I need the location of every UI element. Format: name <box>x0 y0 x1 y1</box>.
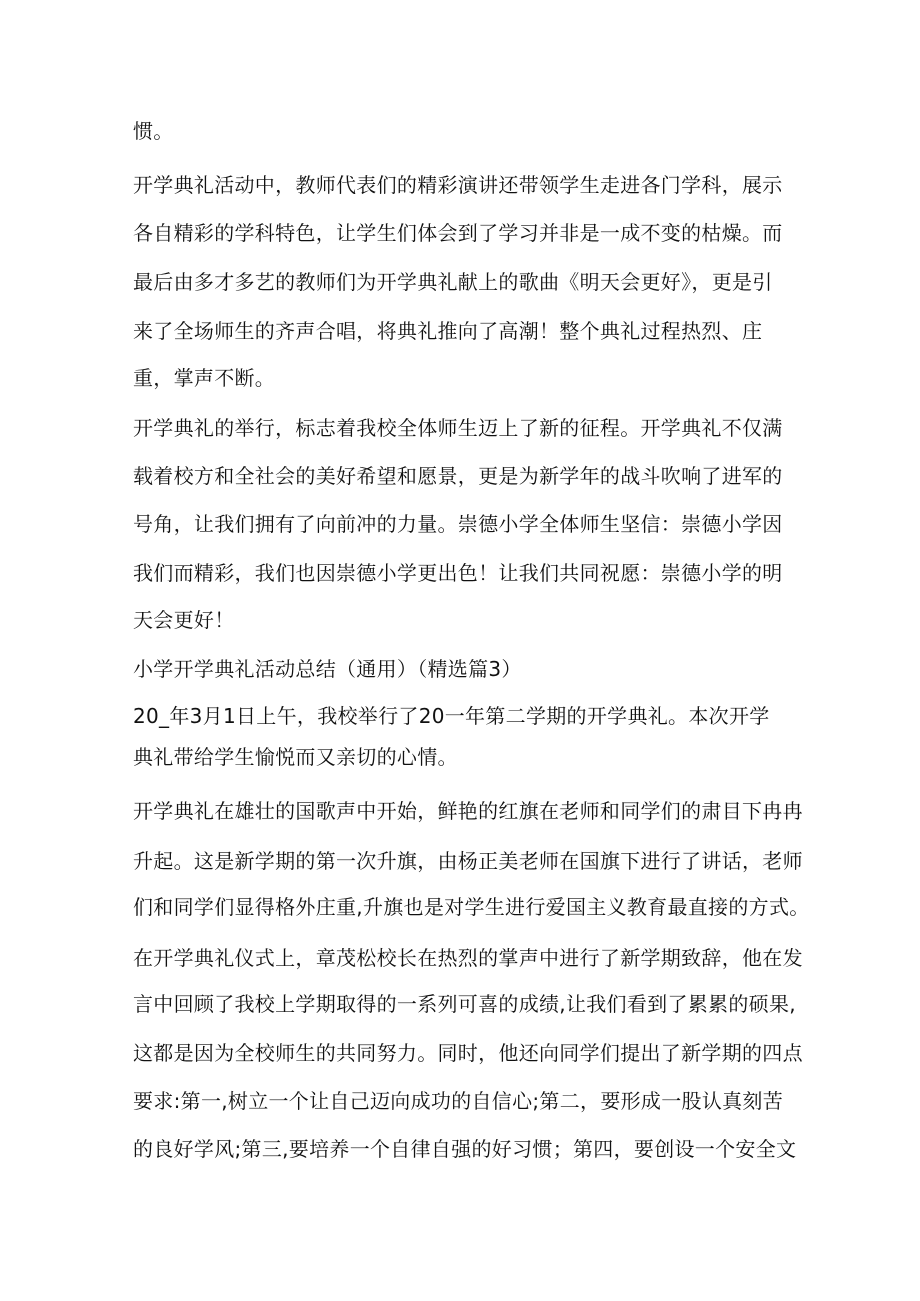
text-line-18: 在开学典礼仪式上，章茂松校长在热烈的掌声中进行了新学期致辞，他在发 <box>133 946 803 970</box>
text-line-6: 重，掌声不断。 <box>133 366 276 390</box>
text-line-13: 20_年3月1日上午，我校举行了20一年第二学期的开学典礼。本次开学 <box>133 704 770 728</box>
section-heading: 小学开学典礼活动总结（通用）（精选篇3） <box>133 657 522 681</box>
text-line-3: 各自精彩的学科特色，让学生们体会到了学习并非是一成不变的枯燥。而 <box>133 221 783 245</box>
text-line-8: 载着校方和全社会的美好希望和愿景，更是为新学年的战斗吹响了进军的 <box>133 464 783 488</box>
text-line-20: 这都是因为全校师生的共同努力。同时，他还向同学们提出了新学期的四点 <box>133 1041 803 1065</box>
text-line-19: 言中回顾了我校上学期取得的一系列可喜的成绩,让我们看到了累累的硕果, <box>133 992 796 1016</box>
text-line-11: 天会更好！ <box>133 608 235 632</box>
text-line-14: 典礼带给学生愉悦而又亲切的心情。 <box>133 745 458 769</box>
text-line-17: 们和同学们显得格外庄重,升旗也是对学生进行爱国主义教育最直接的方式。 <box>133 895 810 919</box>
text-line-5: 来了全场师生的齐声合唱，将典礼推向了高潮！整个典礼过程热烈、庄 <box>133 319 763 343</box>
text-line-22: 的良好学风;第三,要培养一个自律自强的好习惯；第四，要创设一个安全文 <box>133 1137 797 1161</box>
text-line-10: 我们而精彩，我们也因崇德小学更出色！让我们共同祝愿：崇德小学的明 <box>133 561 783 585</box>
text-line-9: 号角，让我们拥有了向前冲的力量。崇德小学全体师生坚信：崇德小学因 <box>133 512 783 536</box>
text-line-2: 开学典礼活动中，教师代表们的精彩演讲还带领学生走进各门学科，展示 <box>133 173 783 197</box>
text-line-7: 开学典礼的举行，标志着我校全体师生迈上了新的征程。开学典礼不仅满 <box>133 416 783 440</box>
text-line-16: 升起。这是新学期的第一次升旗，由杨正美老师在国旗下进行了讲话，老师 <box>133 849 803 873</box>
text-line-4: 最后由多才多艺的教师们为开学典礼献上的歌曲《明天会更好》，更是引 <box>133 270 773 294</box>
text-line-1: 惯。 <box>133 119 174 143</box>
text-line-15: 开学典礼在雄壮的国歌声中开始，鲜艳的红旗在老师和同学们的肃目下冉冉 <box>133 799 803 823</box>
text-line-21: 要求:第一,树立一个让自己迈向成功的自信心;第二，要形成一股认真刻苦 <box>133 1089 784 1113</box>
